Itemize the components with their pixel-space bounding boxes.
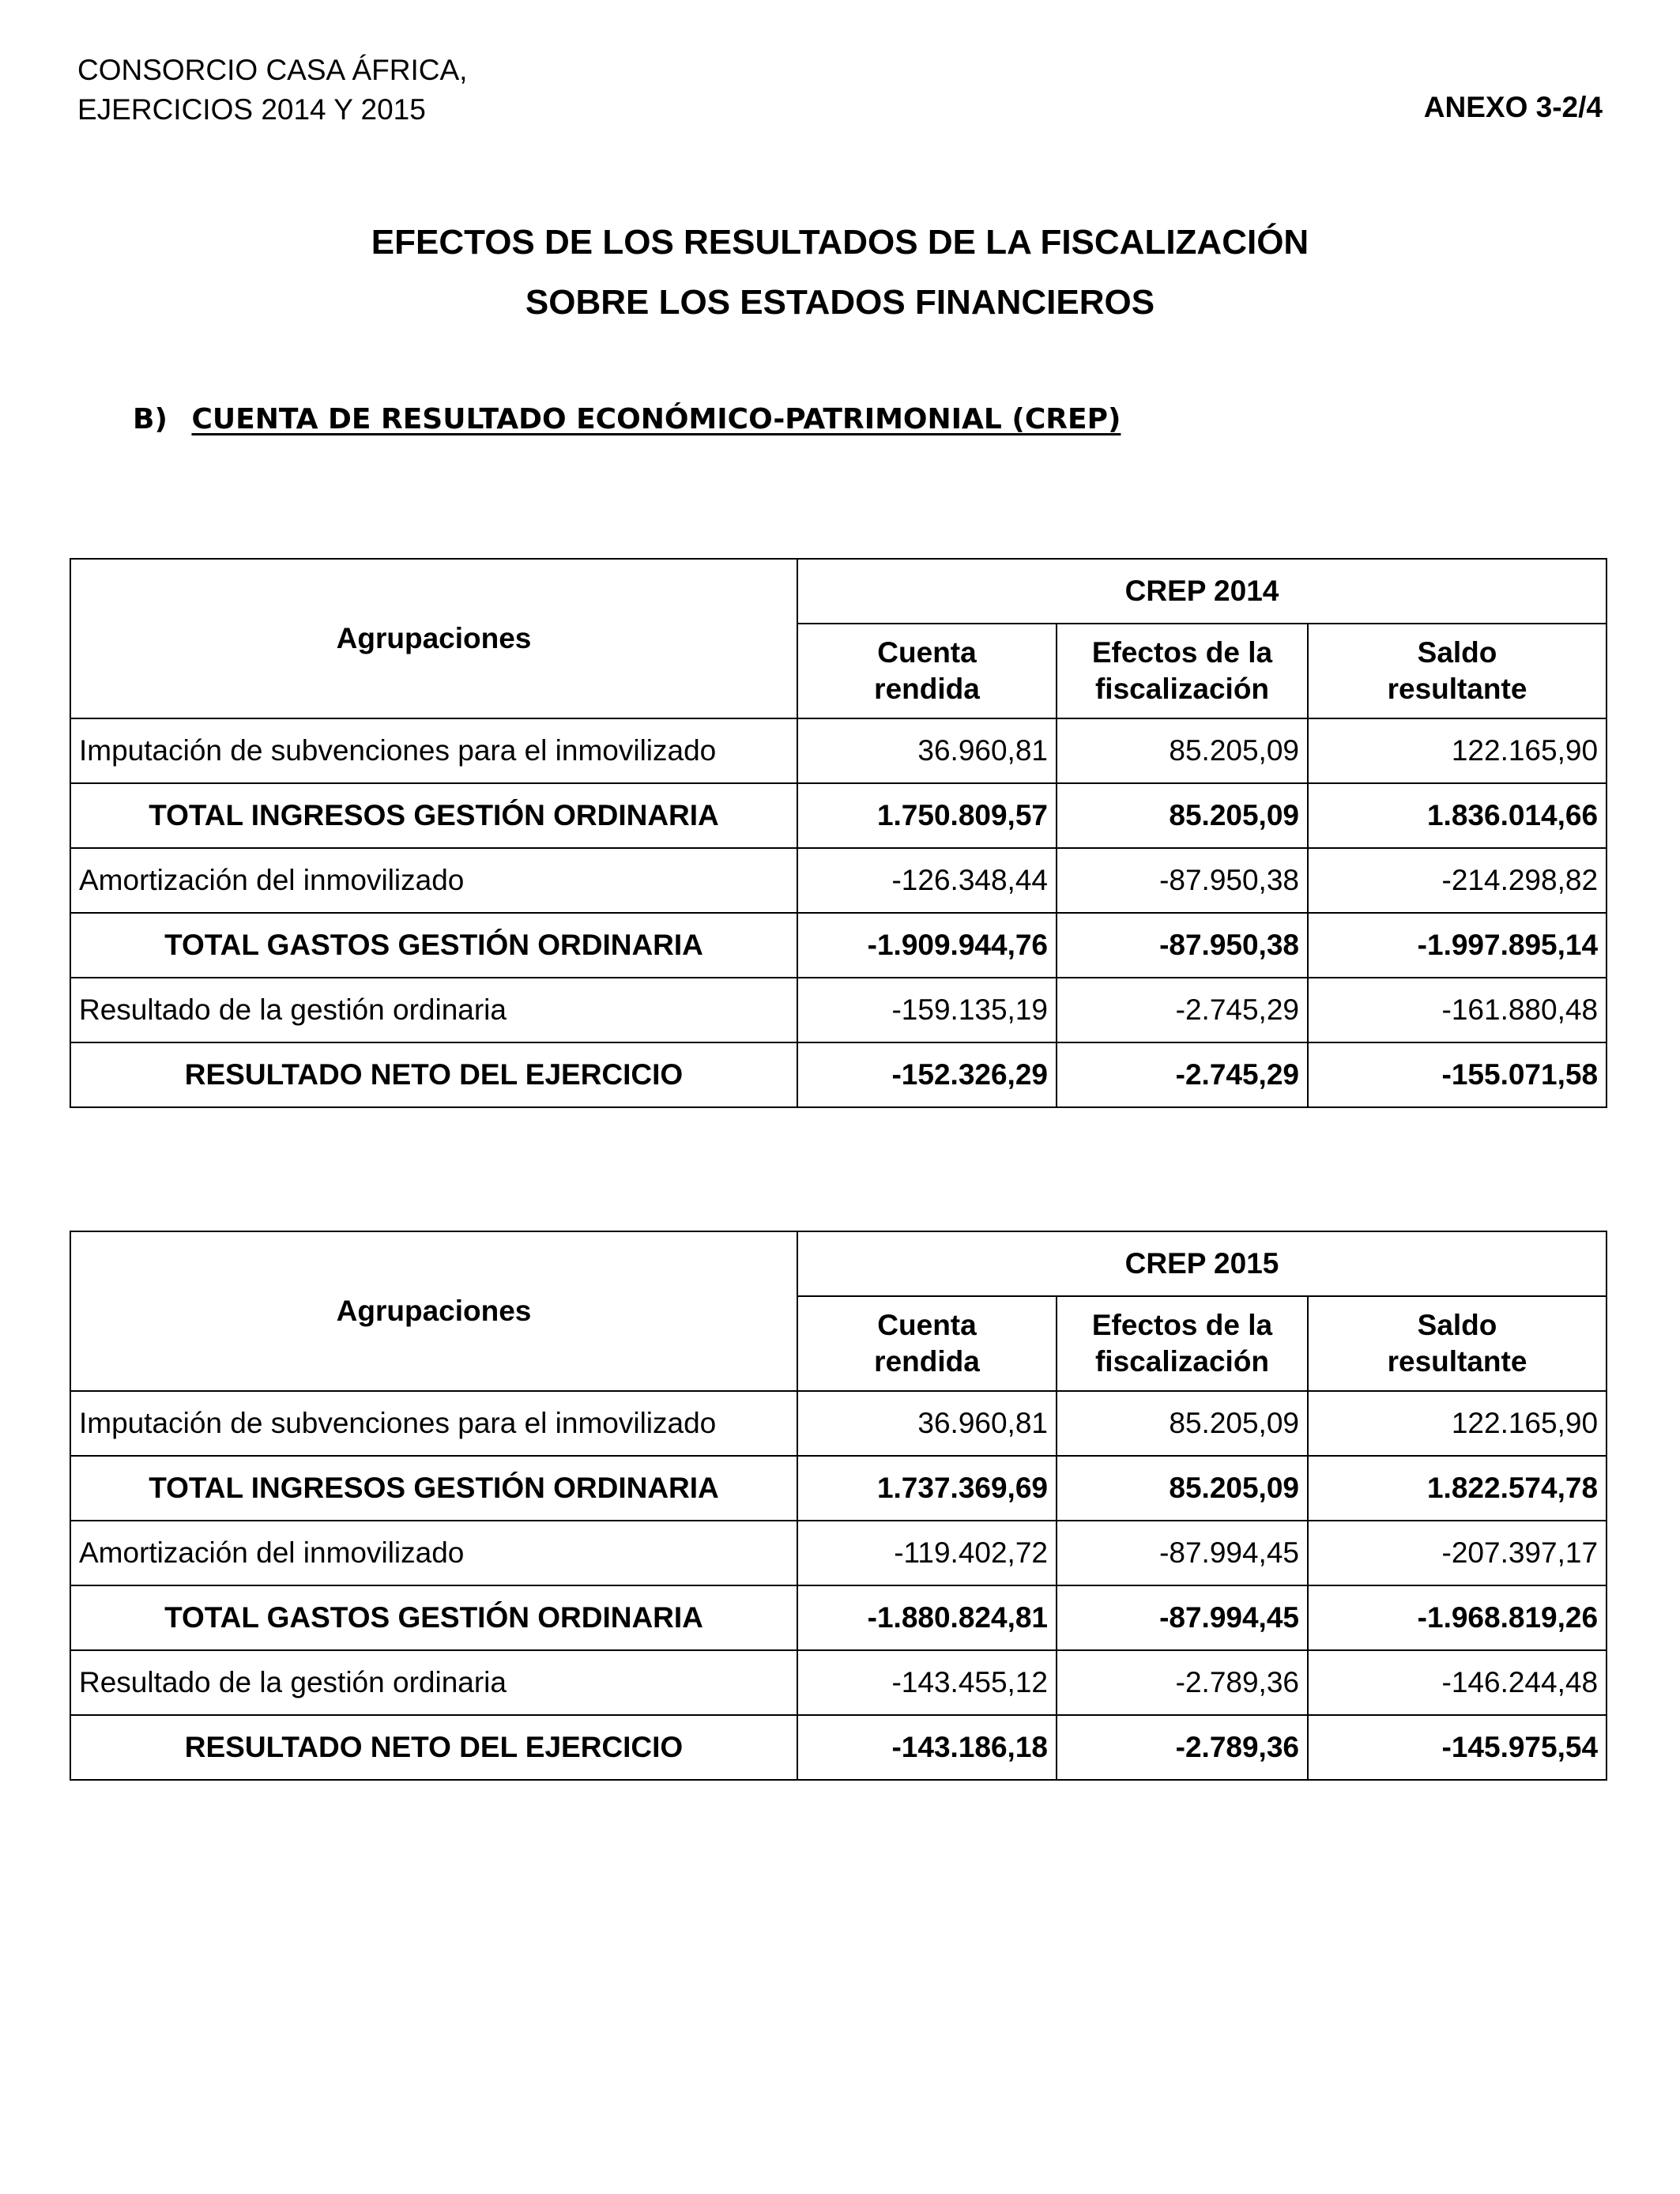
annex-label: ANEXO 3-2/4 [1423,91,1603,123]
cell-efectos: -2.745,29 [1057,978,1308,1042]
cell-efectos: 85.205,09 [1057,1456,1308,1521]
cell-saldo: -207.397,17 [1308,1521,1607,1585]
cell-saldo: -214.298,82 [1308,848,1607,913]
section-title: CUENTA DE RESULTADO ECONÓMICO-PATRIMONIAL (CREP) [191,403,1121,435]
table-row-total [70,1456,1607,1521]
cell-saldo: 1.836.014,66 [1308,783,1607,848]
header-agrupaciones: Agrupaciones [70,559,797,718]
cell-saldo: 122.165,90 [1308,1391,1607,1456]
header-efectos-fiscalizacion: Efectos de la fiscalización [1057,624,1308,718]
page-title-line1: EFECTOS DE LOS RESULTADOS DE LA FISCALIZACIÓN [371,223,1309,262]
table-row [70,1521,1607,1585]
cell-saldo: -161.880,48 [1308,978,1607,1042]
row-label: TOTAL GASTOS GESTIÓN ORDINARIA [70,1585,797,1650]
row-label: Amortización del inmovilizado [70,1521,797,1585]
section-letter: B) [133,403,168,435]
cell-saldo: -1.997.895,14 [1308,913,1607,978]
cell-cuenta-rendida: -159.135,19 [797,978,1057,1042]
cell-efectos: -2.789,36 [1057,1715,1308,1780]
fiscal-years: EJERCICIOS 2014 Y 2015 [77,93,426,126]
table-row-total [70,913,1607,978]
document-header [77,51,467,130]
cell-saldo: 122.165,90 [1308,718,1607,783]
row-label: Imputación de subvenciones para el inmovilizado [70,718,797,783]
table-year-header: CREP 2015 [797,1231,1607,1296]
row-label: Imputación de subvenciones para el inmovilizado [70,1391,797,1456]
row-label: Amortización del inmovilizado [70,848,797,913]
cell-cuenta-rendida: -119.402,72 [797,1521,1057,1585]
crep-2015-table [70,1231,1607,1781]
cell-cuenta-rendida: 1.737.369,69 [797,1456,1057,1521]
cell-cuenta-rendida: 36.960,81 [797,1391,1057,1456]
crep-2014-table [70,558,1607,1108]
cell-cuenta-rendida: -152.326,29 [797,1042,1057,1107]
cell-cuenta-rendida: -143.186,18 [797,1715,1057,1780]
cell-saldo: -145.975,54 [1308,1715,1607,1780]
cell-saldo: -1.968.819,26 [1308,1585,1607,1650]
cell-efectos: -87.994,45 [1057,1521,1308,1585]
cell-efectos: -87.950,38 [1057,848,1308,913]
header-agrupaciones: Agrupaciones [70,1231,797,1391]
header-saldo-resultante: Saldo resultante [1308,624,1607,718]
section-heading [133,403,1121,435]
row-label: Resultado de la gestión ordinaria [70,978,797,1042]
header-cuenta-rendida: Cuenta rendida [797,1296,1057,1391]
header-efectos-fiscalizacion: Efectos de la fiscalización [1057,1296,1308,1391]
table-row-total [70,783,1607,848]
table-row [70,978,1607,1042]
cell-efectos: 85.205,09 [1057,1391,1308,1456]
organization-name: CONSORCIO CASA ÁFRICA, [77,54,468,86]
cell-cuenta-rendida: -126.348,44 [797,848,1057,913]
cell-efectos: 85.205,09 [1057,718,1308,783]
cell-cuenta-rendida: 36.960,81 [797,718,1057,783]
table-row [70,718,1607,783]
cell-saldo: -155.071,58 [1308,1042,1607,1107]
row-label: TOTAL GASTOS GESTIÓN ORDINARIA [70,913,797,978]
row-label: Resultado de la gestión ordinaria [70,1650,797,1715]
table-year-header: CREP 2014 [797,559,1607,624]
cell-efectos: -87.950,38 [1057,913,1308,978]
table-row [70,1650,1607,1715]
header-cuenta-rendida: Cuenta rendida [797,624,1057,718]
row-label: TOTAL INGRESOS GESTIÓN ORDINARIA [70,783,797,848]
table-row [70,848,1607,913]
row-label: TOTAL INGRESOS GESTIÓN ORDINARIA [70,1456,797,1521]
cell-cuenta-rendida: -1.880.824,81 [797,1585,1057,1650]
cell-efectos: -87.994,45 [1057,1585,1308,1650]
table-row-total [70,1585,1607,1650]
cell-cuenta-rendida: -143.455,12 [797,1650,1057,1715]
table-row [70,1391,1607,1456]
cell-efectos: -2.789,36 [1057,1650,1308,1715]
cell-cuenta-rendida: -1.909.944,76 [797,913,1057,978]
table-row-total [70,1042,1607,1107]
cell-cuenta-rendida: 1.750.809,57 [797,783,1057,848]
page-title-line2: SOBRE LOS ESTADOS FINANCIEROS [525,283,1155,322]
row-label: RESULTADO NETO DEL EJERCICIO [70,1042,797,1107]
table-row-total [70,1715,1607,1780]
cell-efectos: 85.205,09 [1057,783,1308,848]
cell-saldo: -146.244,48 [1308,1650,1607,1715]
cell-efectos: -2.745,29 [1057,1042,1308,1107]
cell-saldo: 1.822.574,78 [1308,1456,1607,1521]
row-label: RESULTADO NETO DEL EJERCICIO [70,1715,797,1780]
header-saldo-resultante: Saldo resultante [1308,1296,1607,1391]
